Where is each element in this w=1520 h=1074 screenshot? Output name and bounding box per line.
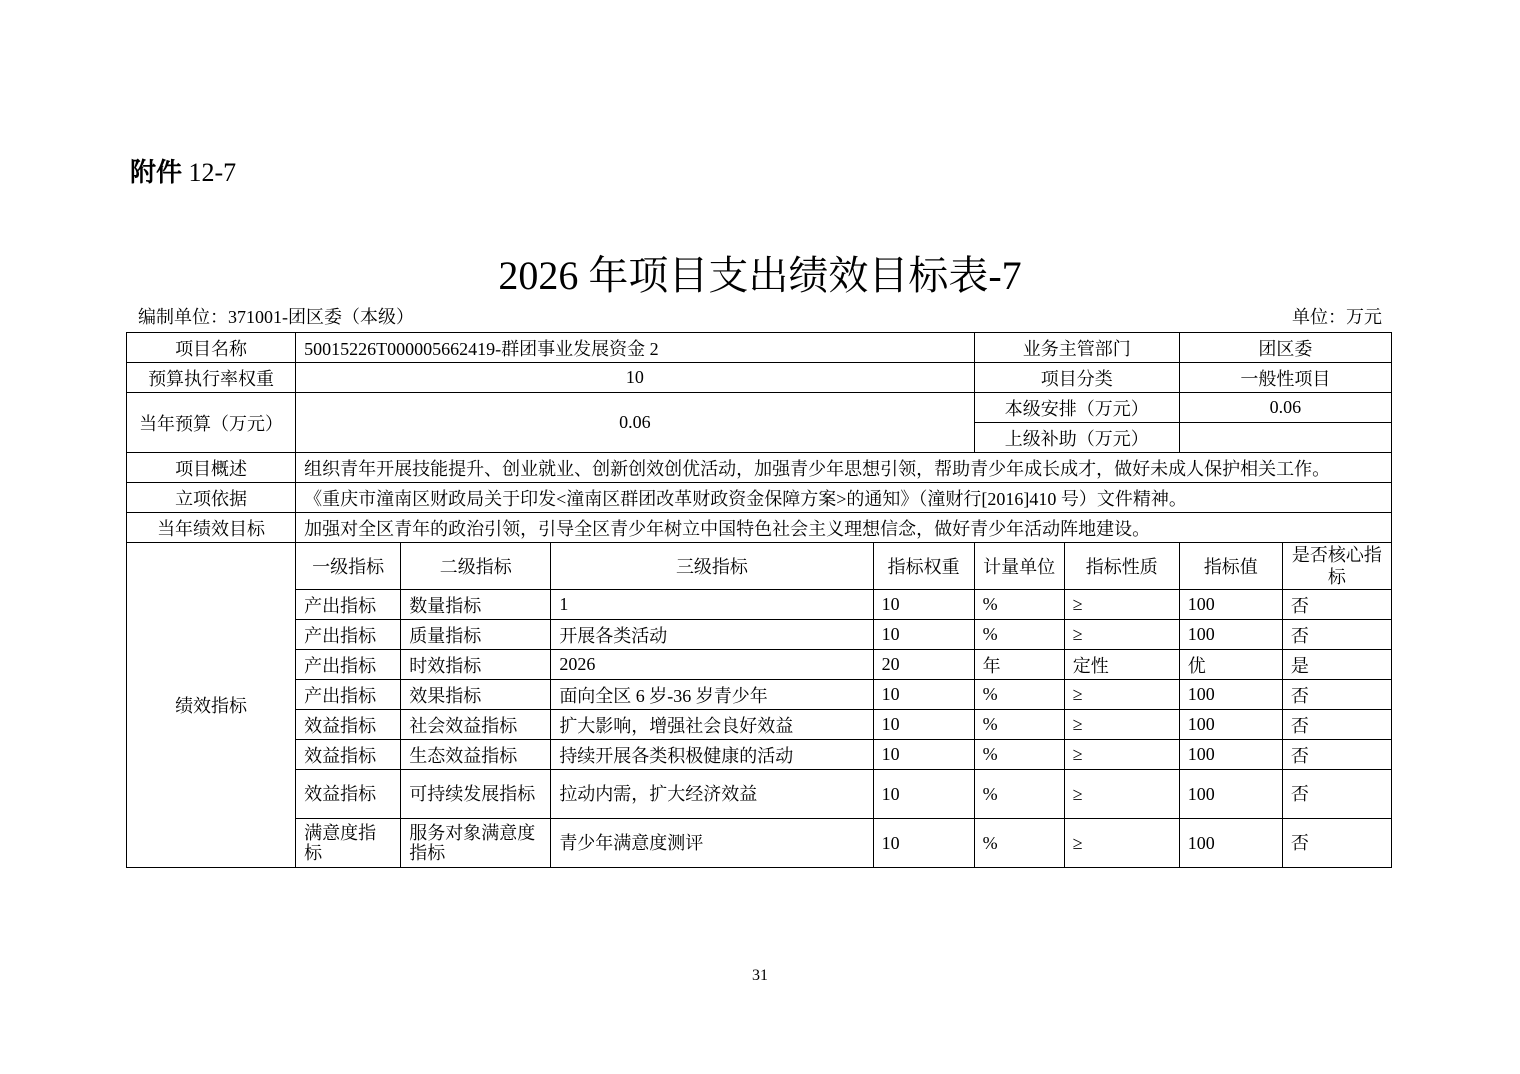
attachment-label: 附件 12-7 xyxy=(130,158,237,188)
unit-cell: % xyxy=(974,710,1064,740)
header-weight: 指标权重 xyxy=(873,543,974,590)
upper-label: 上级补助（万元） xyxy=(974,423,1179,453)
table-row xyxy=(127,650,1392,680)
level3-cell: 青少年满意度测评 xyxy=(551,819,873,868)
level1-cell: 产出指标 xyxy=(296,650,401,680)
goal-label: 当年绩效目标 xyxy=(127,513,296,543)
level2-cell: 时效指标 xyxy=(401,650,551,680)
level1-cell: 产出指标 xyxy=(296,620,401,650)
value-cell: 优 xyxy=(1179,650,1282,680)
nature-cell: ≥ xyxy=(1064,740,1179,770)
level1-cell: 产出指标 xyxy=(296,590,401,620)
header-level2: 二级指标 xyxy=(401,543,551,590)
level1-cell: 效益指标 xyxy=(296,710,401,740)
level3-cell: 开展各类活动 xyxy=(551,620,873,650)
table-row xyxy=(127,590,1392,620)
weight-cell: 10 xyxy=(873,680,974,710)
header-value: 指标值 xyxy=(1179,543,1282,590)
weight-cell: 10 xyxy=(873,590,974,620)
dept-label: 业务主管部门 xyxy=(974,333,1179,363)
weight-cell: 10 xyxy=(873,819,974,868)
project-name-value: 50015226T000005662419-群团事业发展资金 2 xyxy=(296,333,975,363)
unit-cell: % xyxy=(974,819,1064,868)
value-cell: 100 xyxy=(1179,740,1282,770)
core-cell: 否 xyxy=(1282,620,1391,650)
core-cell: 否 xyxy=(1282,740,1391,770)
goal-value: 加强对全区青年的政治引领，引导全区青少年树立中国特色社会主义理想信念，做好青少年活动阵地建设。 xyxy=(296,513,1392,543)
header-core: 是否核心指标 xyxy=(1282,543,1391,590)
level1-cell: 满意度指标 xyxy=(296,819,401,868)
core-cell: 否 xyxy=(1282,819,1391,868)
unit-cell: % xyxy=(974,680,1064,710)
level2-cell: 数量指标 xyxy=(401,590,551,620)
core-cell: 是 xyxy=(1282,650,1391,680)
value-cell: 100 xyxy=(1179,620,1282,650)
nature-cell: ≥ xyxy=(1064,710,1179,740)
overview-label: 项目概述 xyxy=(127,453,296,483)
core-cell: 否 xyxy=(1282,680,1391,710)
core-cell: 否 xyxy=(1282,770,1391,819)
indicators-section-label: 绩效指标 xyxy=(127,543,296,868)
level2-cell: 服务对象满意度指标 xyxy=(401,819,551,868)
header-level1: 一级指标 xyxy=(296,543,401,590)
weight-label: 预算执行率权重 xyxy=(127,363,296,393)
weight-cell: 10 xyxy=(873,620,974,650)
table-row xyxy=(127,680,1392,710)
weight-cell: 20 xyxy=(873,650,974,680)
basis-label: 立项依据 xyxy=(127,483,296,513)
category-value: 一般性项目 xyxy=(1179,363,1391,393)
level1-cell: 产出指标 xyxy=(296,680,401,710)
table-row xyxy=(127,620,1392,650)
level2-cell: 效果指标 xyxy=(401,680,551,710)
upper-value xyxy=(1179,423,1391,453)
unit-cell: % xyxy=(974,770,1064,819)
level2-cell: 可持续发展指标 xyxy=(401,770,551,819)
level2-cell: 质量指标 xyxy=(401,620,551,650)
weight-cell: 10 xyxy=(873,740,974,770)
basis-value: 《重庆市潼南区财政局关于印发<潼南区群团改革财政资金保障方案>的通知》（潼财行[2016]410 号）文件精神。 xyxy=(296,483,1392,513)
unit-cell: 年 xyxy=(974,650,1064,680)
weight-cell: 10 xyxy=(873,710,974,740)
value-cell: 100 xyxy=(1179,590,1282,620)
budget-value: 0.06 xyxy=(296,393,975,453)
table-row xyxy=(127,710,1392,740)
nature-cell: ≥ xyxy=(1064,680,1179,710)
overview-value: 组织青年开展技能提升、创业就业、创新创效创优活动，加强青少年思想引领，帮助青少年成长成才，做好未成人保护相关工作。 xyxy=(296,453,1392,483)
level3-cell: 面向全区 6 岁-36 岁青少年 xyxy=(551,680,873,710)
level1-cell: 效益指标 xyxy=(296,740,401,770)
nature-cell: ≥ xyxy=(1064,770,1179,819)
level1-cell: 效益指标 xyxy=(296,770,401,819)
table-row xyxy=(127,770,1392,819)
weight-value: 10 xyxy=(296,363,975,393)
unit-cell: % xyxy=(974,740,1064,770)
page-number: 31 xyxy=(752,967,768,984)
level3-cell: 持续开展各类积极健康的活动 xyxy=(551,740,873,770)
header-unit: 计量单位 xyxy=(974,543,1064,590)
value-cell: 100 xyxy=(1179,710,1282,740)
unit-cell: % xyxy=(974,590,1064,620)
local-value: 0.06 xyxy=(1179,393,1391,423)
nature-cell: ≥ xyxy=(1064,819,1179,868)
value-cell: 100 xyxy=(1179,819,1282,868)
category-label: 项目分类 xyxy=(974,363,1179,393)
page-title: 2026 年项目支出绩效目标表-7 xyxy=(498,253,1022,298)
core-cell: 否 xyxy=(1282,590,1391,620)
value-cell: 100 xyxy=(1179,680,1282,710)
level3-cell: 扩大影响，增强社会良好效益 xyxy=(551,710,873,740)
core-cell: 否 xyxy=(1282,710,1391,740)
table-row xyxy=(127,819,1392,868)
performance-target-table xyxy=(126,332,1392,868)
local-label: 本级安排（万元） xyxy=(974,393,1179,423)
value-cell: 100 xyxy=(1179,770,1282,819)
level3-cell: 2026 xyxy=(551,650,873,680)
level2-cell: 生态效益指标 xyxy=(401,740,551,770)
currency-unit: 单位：万元 xyxy=(1292,307,1382,327)
nature-cell: ≥ xyxy=(1064,590,1179,620)
level3-cell: 拉动内需，扩大经济效益 xyxy=(551,770,873,819)
nature-cell: ≥ xyxy=(1064,620,1179,650)
level3-cell: 1 xyxy=(551,590,873,620)
table-row xyxy=(127,740,1392,770)
nature-cell: 定性 xyxy=(1064,650,1179,680)
budget-label: 当年预算（万元） xyxy=(127,393,296,453)
compiling-unit: 编制单位：371001-团区委（本级） xyxy=(138,307,414,327)
unit-cell: % xyxy=(974,620,1064,650)
level2-cell: 社会效益指标 xyxy=(401,710,551,740)
header-nature: 指标性质 xyxy=(1064,543,1179,590)
header-level3: 三级指标 xyxy=(551,543,873,590)
project-name-label: 项目名称 xyxy=(127,333,296,363)
weight-cell: 10 xyxy=(873,770,974,819)
dept-value: 团区委 xyxy=(1179,333,1391,363)
